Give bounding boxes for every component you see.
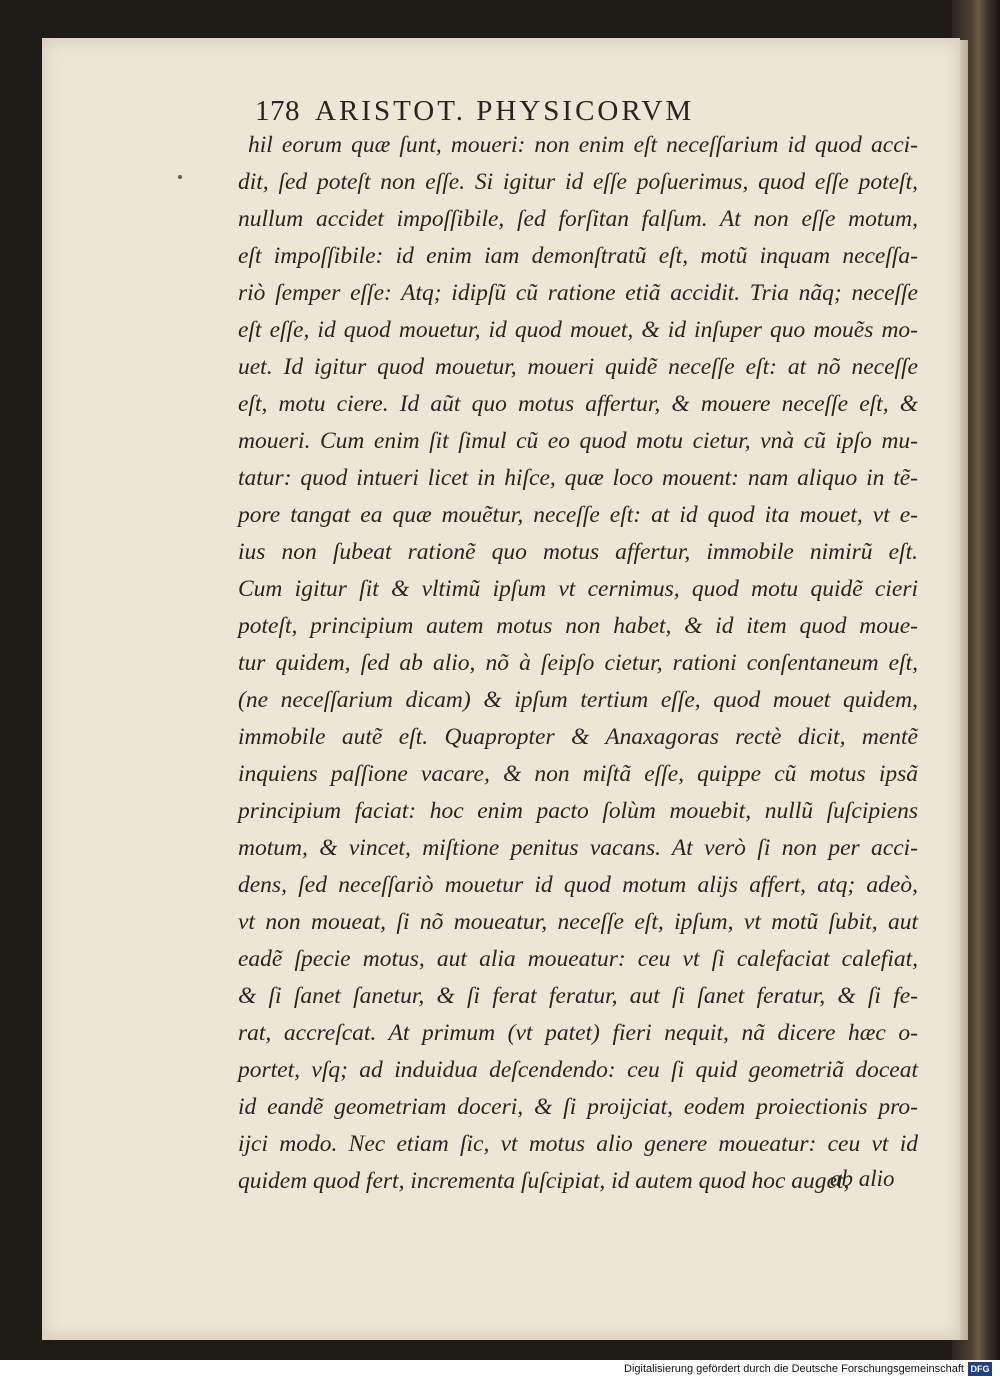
text-line: id eandẽ geometriam doceri, & ſi proijciat, eodem proiectionis pro- xyxy=(238,1094,918,1120)
text-line: principium faciat: hoc enim pacto ſolùm mouebit, nullũ ſuſcipiens xyxy=(238,798,918,824)
text-line: ijci modo. Nec etiam ſic, vt motus alio genere moueatur: ceu vt id xyxy=(238,1131,918,1157)
ink-smudge xyxy=(178,175,182,179)
text-line: dit, ſed poteſt non eſſe. Si igitur id eſſe poſuerimus, quod eſſe poteſt, xyxy=(238,169,918,195)
text-line: nullum accidet impoſſibile, ſed forſitan falſum. At non eſſe motum, xyxy=(238,206,918,232)
text-line: motum, & vincet, miſtione penitus vacans. At verò ſi non per acci- xyxy=(238,835,918,861)
text-line: (ne neceſſarium dicam) & ipſum tertium eſſe, quod mouet quidem, xyxy=(238,687,918,713)
text-line: portet, vſq; ad induidua deſcendendo: ceu ſi quid geometriã doceat xyxy=(238,1057,918,1083)
text-line: eſt eſſe, id quod mouetur, id quod mouet, & id inſuper quo mouẽs mo- xyxy=(238,317,918,343)
body-text xyxy=(238,127,918,1200)
catchword: ab alio xyxy=(830,1166,895,1191)
text-line: poteſt, principium autem motus non habet, & id item quod moue- xyxy=(238,613,918,639)
text-line: ius non ſubeat rationẽ quo motus affertur, immobile nimirũ eſt. xyxy=(238,539,918,565)
text-line: tur quidem, ſed ab alio, nõ à ſeipſo cietur, rationi conſentaneum eſt, xyxy=(238,650,918,676)
text-line: inquiens paſſione vacare, & non miſtã eſſe, quippe cũ motus ipsã xyxy=(238,761,918,787)
text-line: moueri. Cum enim ſit ſimul cũ eo quod motu cietur, vnà cũ ipſo mu- xyxy=(238,428,918,454)
text-line: quidem quod fert, incrementa ſuſcipiat, id autem quod hoc auget, xyxy=(238,1168,850,1194)
text-line: & ſi ſanet ſanetur, & ſi ferat feratur, aut ſi ſanet feratur, & ſi fe- xyxy=(238,983,918,1009)
page-number: 178 xyxy=(255,95,300,127)
text-line: pore tangat ea quæ mouẽtur, neceſſe eſt: at id quod ita mouet, vt e- xyxy=(238,502,918,528)
text-line: hil eorum quæ ſunt, moueri: non enim eſt neceſſarium id quod acci- xyxy=(248,132,918,158)
dfg-logo: DFG xyxy=(968,1362,992,1376)
digitization-credit: Digitalisierung gefördert durch die Deutsche Forschungsgemeinschaft xyxy=(624,1363,964,1375)
text-line: dens, ſed neceſſariò mouetur id quod motum alijs affert, atq; adeò, xyxy=(238,872,918,898)
text-line: tatur: quod intueri licet in hiſce, quæ loco mouent: nam aliquo in tẽ- xyxy=(238,465,918,491)
text-line: vt non moueat, ſi nõ moueatur, neceſſe eſt, ipſum, vt motũ ſubit, aut xyxy=(238,909,918,935)
text-line: eſt, motu ciere. Id aũt quo motus affertur, & mouere neceſſe eſt, & xyxy=(238,391,918,417)
running-title: ARISTOT. PHYSICORVM xyxy=(315,95,695,127)
text-line: uet. Id igitur quod mouetur, moueri quidẽ neceſſe eſt: at nõ neceſſe xyxy=(238,354,918,380)
text-line: eadẽ ſpecie motus, aut alia moueatur: ceu vt ſi calefaciat calefiat, xyxy=(238,946,918,972)
text-line: Cum igitur ſit & vltimũ ipſum vt cernimus, quod motu quidẽ cieri xyxy=(238,576,918,602)
text-line: riò ſemper eſſe: Atq; idipſũ cũ ratione etiã accidit. Tria nãq; neceſſe xyxy=(238,280,918,306)
text-line: immobile autẽ eſt. Quapropter & Anaxagoras rectè dicit, mentẽ xyxy=(238,724,918,750)
text-line: eſt impoſſibile: id enim iam demonſtratũ eſt, motũ inquam neceſſa- xyxy=(238,243,918,269)
text-line: rat, accreſcat. At primum (vt patet) fieri nequit, nã dicere hæc o- xyxy=(238,1020,918,1046)
